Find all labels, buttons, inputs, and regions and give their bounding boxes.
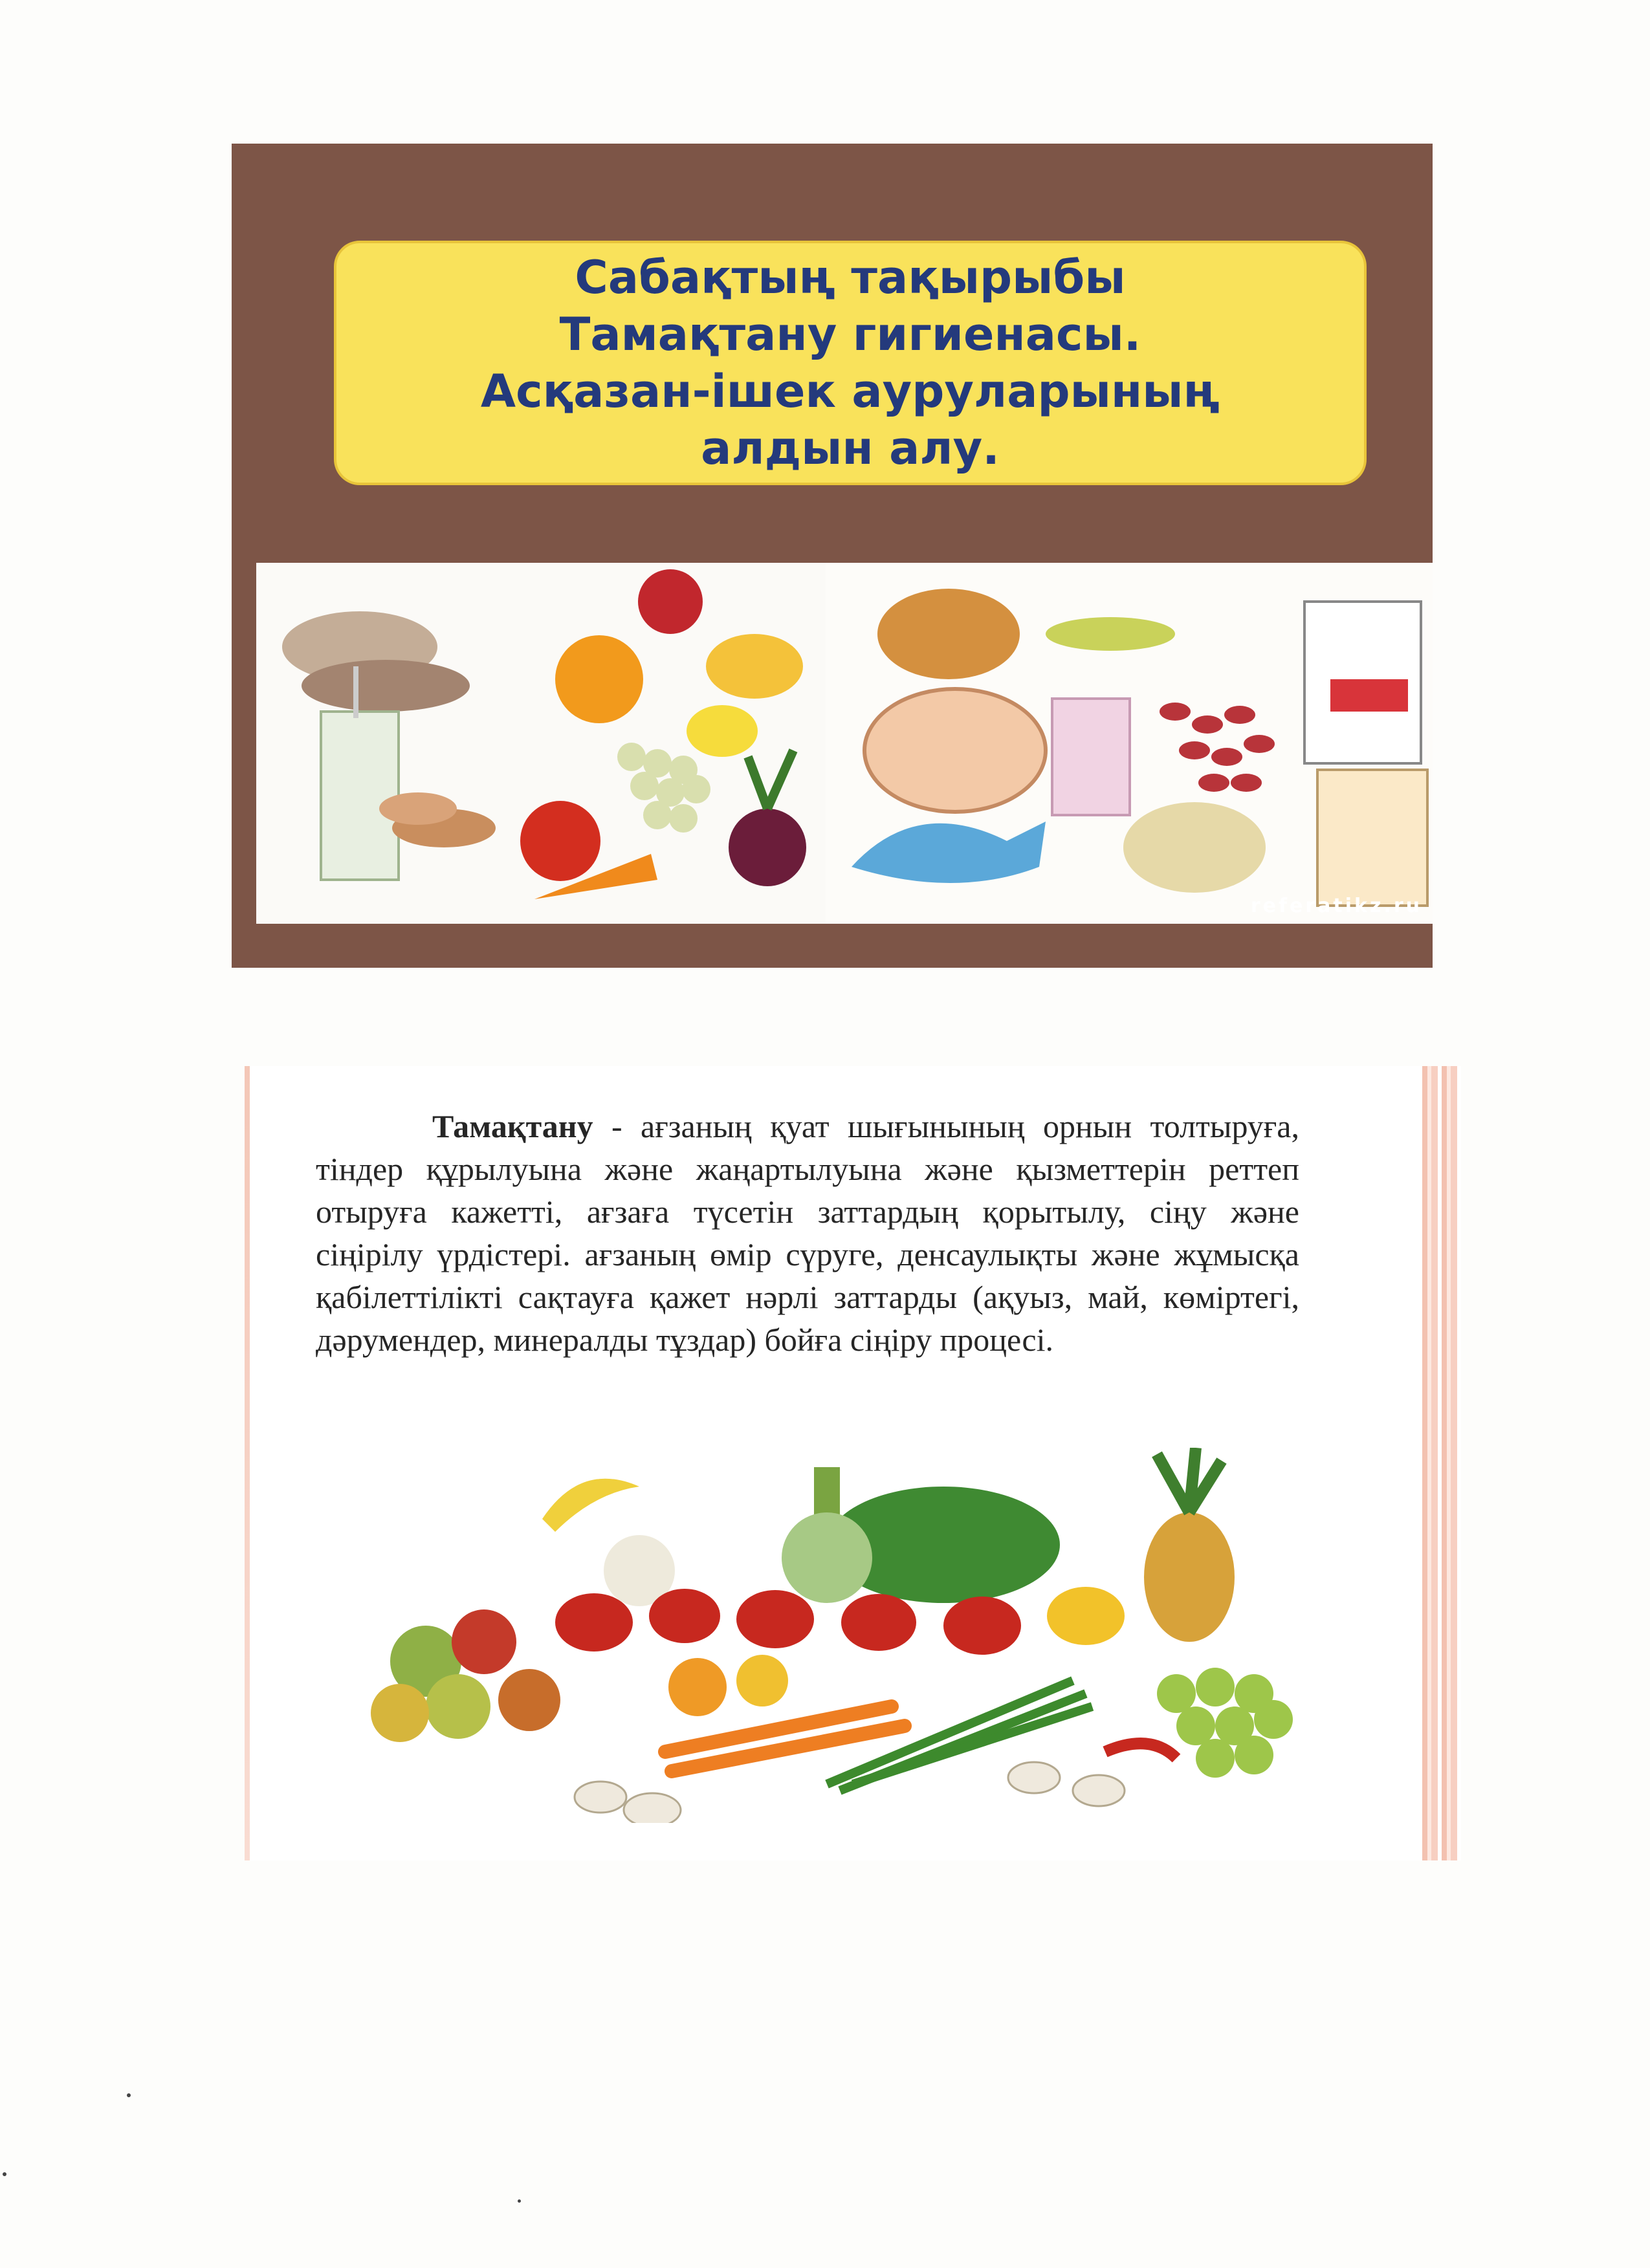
box-icon bbox=[1052, 699, 1130, 815]
title-line-4: алдын алу. bbox=[701, 422, 1000, 475]
title-line-3: Асқазан-ішек ауруларының bbox=[480, 365, 1220, 418]
juice-box-icon bbox=[321, 712, 399, 880]
title-box bbox=[334, 241, 1367, 485]
pea-pod-icon bbox=[1046, 617, 1175, 651]
cheese-icon bbox=[1317, 770, 1427, 906]
left-stripe bbox=[245, 1066, 250, 1860]
orange-icon bbox=[668, 1658, 727, 1716]
chicken-icon bbox=[877, 589, 1020, 679]
banana-icon bbox=[542, 1479, 639, 1532]
pear-icon bbox=[706, 634, 803, 699]
definition-paragraph bbox=[316, 1105, 1299, 1361]
definition-slide bbox=[245, 1066, 1461, 1860]
scan-speck bbox=[518, 2199, 521, 2203]
title-slide bbox=[232, 144, 1433, 968]
tomato-icon bbox=[520, 801, 600, 881]
apple-icon bbox=[638, 569, 703, 634]
watermark: referatikz.ru bbox=[1250, 895, 1422, 917]
pineapple-icon bbox=[1144, 1512, 1235, 1642]
grapes-icon bbox=[1157, 1668, 1293, 1778]
lemon-icon bbox=[687, 705, 758, 757]
fruits-left-icon bbox=[371, 1609, 560, 1742]
cabbage-icon bbox=[782, 1512, 872, 1603]
vegetables-image bbox=[361, 1448, 1345, 1823]
right-stripes bbox=[1422, 1066, 1461, 1860]
definition-text: - ағзаның қуат шығынының орнын толтыруға, тіндер құрылуына және жаңартылуына және қызметтерін реттеп отыруға кажетті, ағзаға түсетін заттардың қорытылу, сіңу және сіңірілу үрдістері. ағзаның өмір сүруге, денсаулықты және жұмысқа қабілеттілікті сақтауға қажет нәрлі заттарды (ақуыз, май, көміртегі, дәрумендер, минералды тұздар) бойға сіңіру процесі. bbox=[316, 1108, 1299, 1358]
food-illustration-svg bbox=[256, 563, 1433, 924]
beet-icon bbox=[729, 809, 806, 886]
vegetables-svg bbox=[361, 1448, 1345, 1823]
title-line-1: Сабақтың тақырыбы bbox=[575, 251, 1126, 304]
food-illustration bbox=[256, 563, 1433, 924]
orange-icon bbox=[555, 635, 643, 723]
grain-icon bbox=[1123, 802, 1266, 893]
yellow-pepper-icon bbox=[1047, 1587, 1125, 1645]
carrots-icon bbox=[665, 1706, 905, 1771]
scan-speck bbox=[3, 2172, 6, 2176]
chili-icon bbox=[1105, 1743, 1176, 1758]
scan-speck bbox=[127, 2093, 131, 2097]
definition-term: Тамақтану bbox=[432, 1108, 593, 1144]
ham-icon bbox=[864, 689, 1046, 812]
title-line-2: Тамақтану гигиенасы. bbox=[559, 308, 1141, 361]
